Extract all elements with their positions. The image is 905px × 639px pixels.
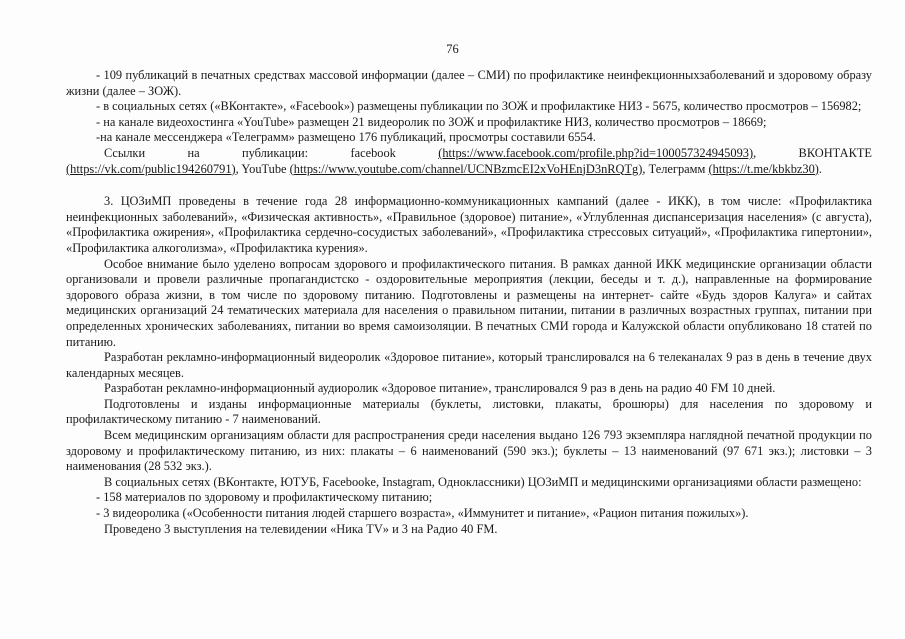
paragraph-telegram: -на канале мессенджера «Телеграмм» размещено 176 публикаций, просмотры составили 6554. <box>96 130 596 145</box>
vk-link[interactable]: (https://vk.com/public194260791) <box>66 161 236 176</box>
paragraph-video-clip: Разработан рекламно-информационный видеоролик «Здоровое питание», который транслировался на 6 телеканалах 9 раз в день в течение двух календарных месяцев. <box>66 350 872 380</box>
paragraph-social-posted: В социальных сетях (ВКонтакте, ЮТУБ, Facebooke, Instagram, Одноклассники) ЦОЗиМП и медицинскими организациями области размещено: <box>104 474 862 489</box>
paragraph-links-continued <box>66 162 872 178</box>
telegram-link[interactable]: (https://t.me/kbkbz30) <box>708 161 819 176</box>
paragraph-tv-radio: Проведено 3 выступления на телевидении «Ника ТV» и 3 на Радио 40 FM. <box>104 521 498 536</box>
page-number: 76 <box>446 42 459 56</box>
paragraph-smi-publications: - 109 публикаций в печатных средствах массовой информации (далее – СМИ) по профилактике неинфекционныхзаболеваний и здоровому образу жизни (далее – ЗОЖ). <box>66 68 872 98</box>
paragraph-social-networks: - в социальных сетях («ВКонтакте», «Facebook») размещены публикации по ЗОЖ и профилактике НИЗ - 5675, количество просмотров – 156982; <box>96 99 862 114</box>
separator-2: , <box>642 161 646 176</box>
paragraph-audio-clip: Разработан рекламно-информационный аудиоролик «Здоровое питание», транслировался 9 раз в день на радио 40 FM 10 дней. <box>104 381 776 396</box>
paragraph-campaigns: 3. ЦОЗиМП проведены в течение года 28 информационно-коммуникационных кампаний (далее - ИКК), в том числе: «Профилактика неинфекционных заболеваний», «Физическая активность», «Правильное (здоровое) питание», «Углубленная диспансеризация населения» (с августа), «Профилактика ожирения», «Профилактика сердечно-сосудистых заболеваний», «Профилактика стрессовых ситуаций», «Профилактика гипертонии», «Профилактика алкоголизма», «Профилактика курения». <box>66 194 872 255</box>
vk-label: , ВКОНТАКТЕ <box>753 145 872 160</box>
separator-1: , <box>235 161 239 176</box>
links-intro: Ссылки на публикации: facebook <box>104 145 396 160</box>
paragraph-distribution: Всем медицинским организациям области для распространения среди населения выдано 126 793 экземпляра наглядной печатной продукции по здоровому и профилактическому питанию, из них: плакаты – 6 наименований (590 экз.); буклеты – 13 наименований (97 671 экз.); листовки – 3 наименования (28 532 экз.). <box>66 428 872 474</box>
document-body <box>66 68 872 537</box>
paragraph-materials: Подготовлены и изданы информационные материалы (буклеты, листовки, плакаты, брошюры) для населения по здоровому и профилактическому питанию - 7 наименований. <box>66 396 872 427</box>
links-end: . <box>818 161 823 176</box>
facebook-link[interactable]: (https://www.facebook.com/profile.php?id=100057324945093) <box>438 145 754 160</box>
telegram-label: Телеграмм <box>645 161 709 176</box>
youtube-label: YouTube <box>238 161 290 176</box>
paragraph-links <box>66 146 872 162</box>
paragraph-nutrition-focus: Особое внимание было уделено вопросам здорового и профилактического питания. В рамках данной ИКК медицинские организации области организовали и провели различные пропагандистско - оздоровительные мероприятия (лекции, беседы и т. д.), направленные на формирование здорового образа жизни, в том числе по здоровому питанию. Подготовлены и размещены на интернет- сайте «Будь здоров Калуга» и сайтах медицинских организаций 24 тематических материала для населения о правильном питании, питании в различных возрастных группах, питании при определенных хронических заболеваниях, питании во время самоизоляции. В печатных СМИ города и Калужской области опубликовано 18 статей по питанию. <box>66 256 872 349</box>
youtube-link[interactable]: (https://www.youtube.com/channel/UCNBzmcEI2xVoHEnjD3nRQTg) <box>289 161 643 176</box>
list-item-materials: - 158 материалов по здоровому и профилактическому питанию; <box>96 490 433 505</box>
spacer <box>66 177 872 194</box>
list-item-videos: - 3 видеоролика («Особенности питания людей старшего возраста», «Иммунитет и питание», «Рацион питания пожилых»). <box>96 506 749 521</box>
paragraph-youtube: - на канале видеохостинга «YouTube» размещен 21 видеоролик по ЗОЖ и профилактике НИЗ, количество просмотров – 18669; <box>96 114 767 129</box>
